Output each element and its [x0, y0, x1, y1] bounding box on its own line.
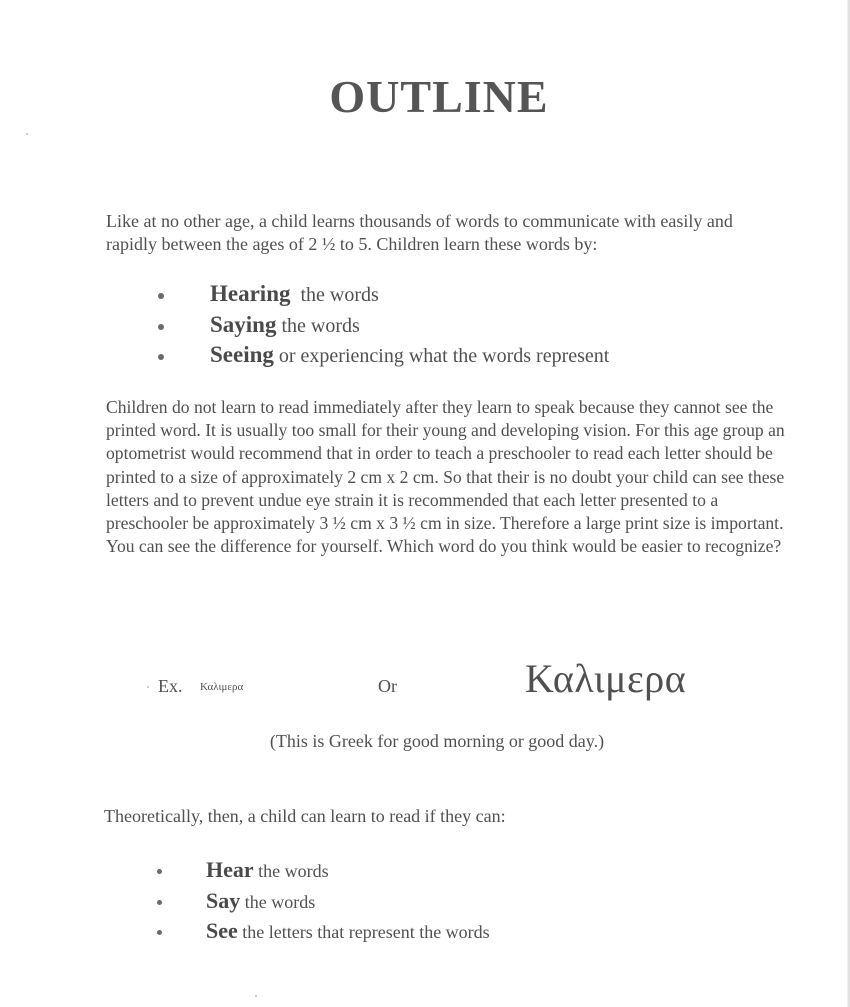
bullet-icon — [157, 900, 162, 905]
list-item — [206, 857, 490, 888]
bullet-keyword: Seeing — [210, 342, 274, 367]
bullet-keyword: Say — [206, 887, 241, 913]
list-item — [206, 918, 490, 949]
greek-caption: (This is Greek for good morning or good day.) — [269, 731, 605, 751]
bullet-icon — [158, 293, 164, 299]
large-greek-word: Καλιμερα — [525, 656, 687, 701]
page-title: OUTLINE — [329, 71, 549, 122]
bullet-text: the letters that represent the words — [242, 922, 490, 942]
bullet-text: or experiencing what the words represent — [278, 345, 610, 367]
bullet-text: the words — [281, 314, 360, 337]
list-item — [210, 342, 609, 373]
bullet-icon — [158, 354, 164, 360]
bullet-icon — [158, 324, 164, 330]
bullet-keyword: Hear — [206, 857, 254, 882]
list-item — [210, 281, 609, 312]
or-label: Or — [378, 676, 397, 696]
bullet-icon — [157, 930, 162, 935]
list-item — [210, 312, 609, 343]
bullet-icon — [157, 869, 162, 874]
body-paragraph: Children do not learn to read immediately after they learn to speak because they cannot see the printed word. It is usually too small for their young and developing vision. For this age group an optometrist would recommend that in order to teach a preschooler to read each letter should be printed to a size of approximately 2 cm x 2 cm. So that their is no doubt your child can see these letters and to prevent undue eye strain it is recommended that each letter presented to a preschooler be approximately 3 ½ cm x 3 ½ cm in size. Therefore a large print size is important. You can see the difference for yourself. Which word do you think would be easier to recognize? — [106, 397, 785, 557]
intro-paragraph: Like at no other age, a child learns thousands of words to communicate with easily and rapidly between the ages of 2 ½ to 5. Children learn these words by: — [106, 211, 733, 254]
example-label: Ex. — [158, 676, 183, 696]
bullet-keyword: See — [206, 918, 238, 943]
scan-speck — [147, 686, 149, 688]
reading-bullet-list — [206, 857, 490, 949]
bullet-keyword: Hearing — [210, 281, 291, 306]
list-item — [206, 888, 490, 919]
scan-speck — [26, 133, 28, 135]
small-greek-word: Καλιμερα — [200, 681, 244, 693]
bullet-keyword: Saying — [210, 311, 277, 337]
theory-paragraph: Theoretically, then, a child can learn to read if they can: — [104, 806, 506, 826]
bullet-text: the words — [300, 284, 379, 306]
bullet-text: the words — [244, 891, 316, 912]
scan-speck — [255, 995, 257, 997]
learning-bullet-list — [210, 281, 609, 373]
bullet-text: the words — [258, 861, 329, 881]
